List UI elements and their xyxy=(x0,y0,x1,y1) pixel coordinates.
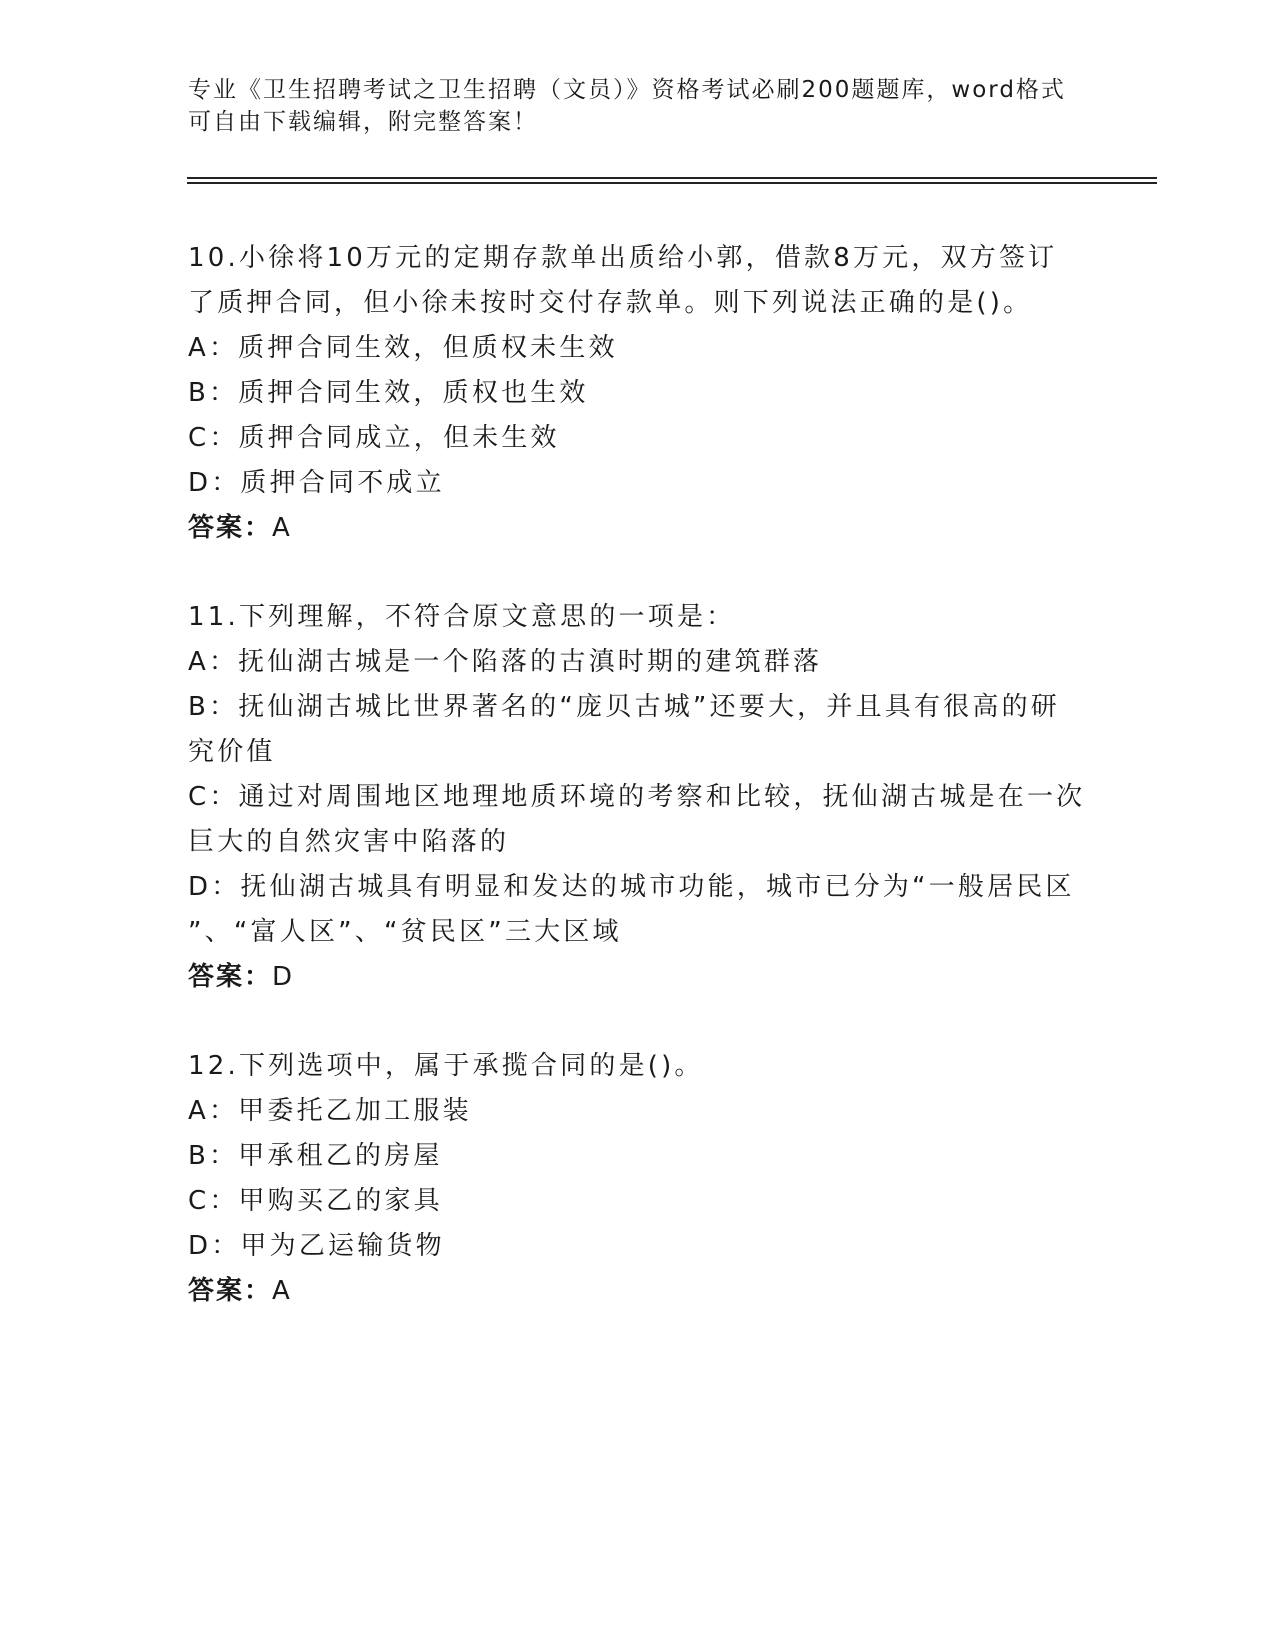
option-d-continued: ”、“富人区”、“贫民区”三大区域 xyxy=(188,917,622,947)
option-d: D：抚仙湖古城具有明显和发达的城市功能，城市已分为“一般居民区 xyxy=(188,872,1075,902)
answer-value: D xyxy=(272,962,295,992)
question-11 xyxy=(188,595,1088,1000)
document-header xyxy=(188,74,1068,138)
option-a: A：甲委托乙加工服装 xyxy=(188,1096,472,1126)
answer-value: A xyxy=(272,513,292,543)
question-stem: 10.小徐将10万元的定期存款单出质给小郭，借款8万元，双方签订 xyxy=(188,243,1058,273)
header-line: 可自由下载编辑，附完整答案！ xyxy=(188,109,538,135)
answer xyxy=(188,1269,1088,1314)
question-stem: 了质押合同，但小徐未按时交付存款单。则下列说法正确的是()。 xyxy=(188,288,1033,318)
answer-label: 答案： xyxy=(188,962,273,992)
answer xyxy=(188,955,1088,1000)
option-a: A：质押合同生效，但质权未生效 xyxy=(188,333,618,363)
option-b-continued: 究价值 xyxy=(188,737,276,767)
option-b: B：甲承租乙的房屋 xyxy=(188,1141,443,1171)
option-c: C：质押合同成立，但未生效 xyxy=(188,423,560,453)
answer-label: 答案： xyxy=(188,513,273,543)
answer-value: A xyxy=(272,1276,292,1306)
header-divider-top xyxy=(187,177,1157,179)
question-stem: 12.下列选项中，属于承揽合同的是()。 xyxy=(188,1051,704,1081)
answer xyxy=(188,506,1088,551)
question-stem: 11.下列理解，不符合原文意思的一项是： xyxy=(188,602,736,632)
question-10 xyxy=(188,236,1088,551)
option-c: C：甲购买乙的家具 xyxy=(188,1186,443,1216)
option-b: B：抚仙湖古城比世界著名的“庞贝古城”还要大，并且具有很高的研 xyxy=(188,692,1060,722)
answer-label: 答案： xyxy=(188,1276,273,1306)
option-b: B：质押合同生效，质权也生效 xyxy=(188,378,589,408)
header-divider-bottom xyxy=(187,182,1157,184)
option-d: D：甲为乙运输货物 xyxy=(188,1231,445,1261)
option-d: D：质押合同不成立 xyxy=(188,468,445,498)
option-c: C：通过对周围地区地理地质环境的考察和比较，抚仙湖古城是在一次 xyxy=(188,782,1086,812)
option-c-continued: 巨大的自然灾害中陷落的 xyxy=(188,827,510,857)
question-12 xyxy=(188,1044,1088,1314)
question-list xyxy=(188,236,1088,1314)
header-line: 专业《卫生招聘考试之卫生招聘（文员）》资格考试必刷200题题库，word格式 xyxy=(188,77,1066,103)
option-a: A：抚仙湖古城是一个陷落的古滇时期的建筑群落 xyxy=(188,647,823,677)
